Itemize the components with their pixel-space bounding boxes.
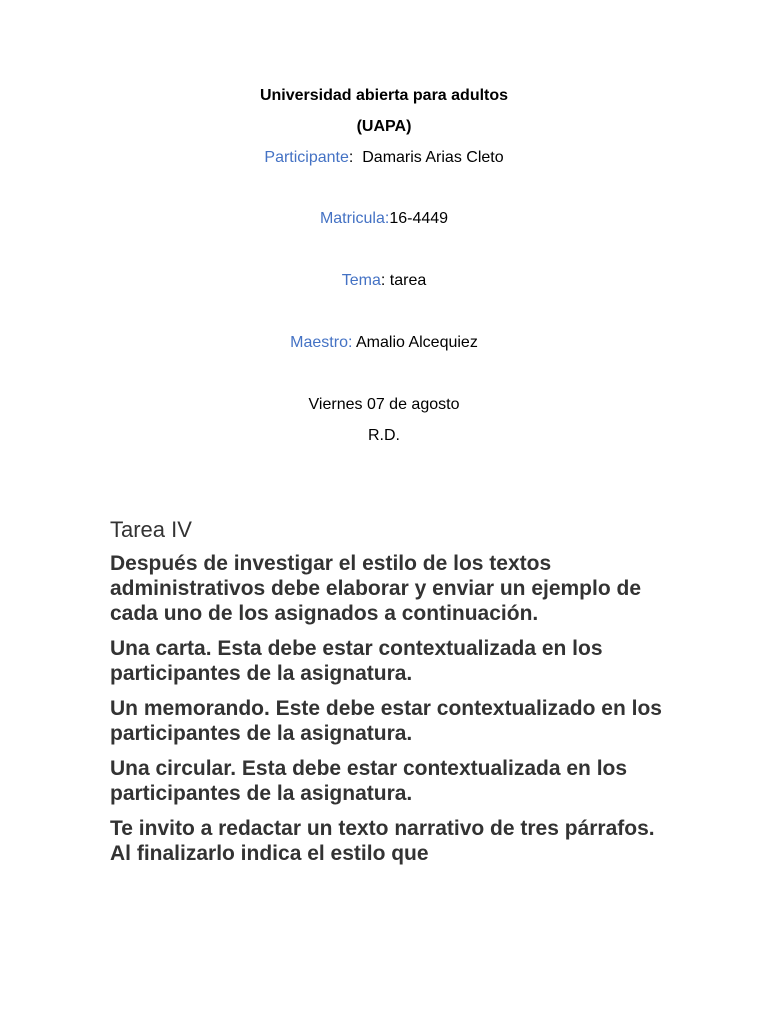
topic-label: Tema — [341, 272, 381, 289]
task-paragraph: Una circular. Esta debe estar contextualizada en los participantes de la asignatura. — [110, 757, 628, 805]
enrollment-line — [0, 209, 768, 229]
country-line: R.D. — [368, 427, 400, 444]
task-heading: Tarea IV — [110, 517, 192, 542]
participant-name: Damaris Arias Cleto — [362, 149, 504, 166]
task-section — [110, 517, 670, 876]
participant-separator: : — [348, 149, 363, 166]
enrollment-value: 16-4449 — [389, 210, 449, 227]
topic-line — [0, 271, 768, 291]
task-paragraph: Te invito a redactar un texto narrativo de tres párrafos. Al finalizarlo indica el estilo que — [110, 817, 655, 865]
teacher-line — [0, 333, 768, 353]
teacher-name: Amalio Alcequiez — [352, 334, 478, 351]
topic-separator: : — [380, 272, 390, 289]
teacher-label: Maestro: — [290, 334, 353, 351]
task-paragraph: Después de investigar el estilo de los textos administrativos debe elaborar y enviar un ejemplo de cada uno de los asignados a continuación. — [110, 552, 642, 625]
date-line: Viernes 07 de agosto — [308, 396, 460, 413]
task-paragraph: Una carta. Esta debe estar contextualizada en los participantes de la asignatura. — [110, 637, 603, 685]
institution-acronym: (UAPA) — [356, 118, 412, 135]
participant-label: Participante — [264, 149, 349, 166]
task-paragraph: Un memorando. Este debe estar contextualizado en los participantes de la asignatura. — [110, 697, 662, 745]
participant-line — [0, 148, 768, 168]
enrollment-label: Matricula: — [319, 210, 390, 227]
topic-value: tarea — [389, 272, 427, 289]
institution-name: Universidad abierta para adultos — [259, 87, 509, 104]
